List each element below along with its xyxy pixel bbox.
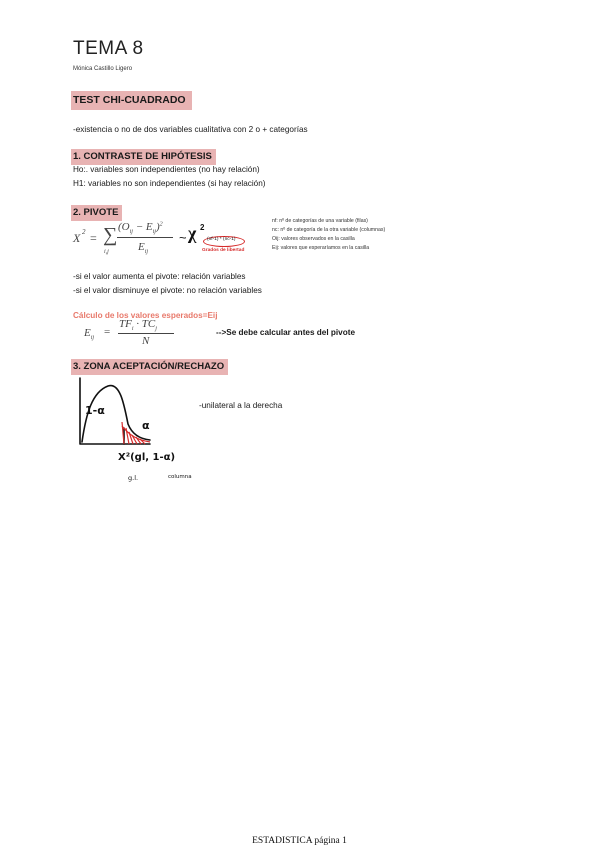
main-heading: TEST CHI-CUADRADO <box>71 91 192 110</box>
chi-sup: 2 <box>200 223 205 232</box>
formula-denominator: $E_{ij}$ <box>138 241 149 256</box>
pivot-formula <box>73 220 273 270</box>
chi-critical-label: X²(gl, 1-α) <box>118 452 176 463</box>
section-3-heading: 3. ZONA ACEPTACIÓN/RECHAZO <box>71 359 228 375</box>
formula-equals: = <box>90 231 97 245</box>
expected-formula <box>84 318 224 352</box>
legend-item: Eij: valores que esperaríamos en la casilla <box>272 245 370 251</box>
intro-text: -existencia o no de dos variables cualitativa con 2 o + categorías <box>73 125 308 134</box>
formula-lhs-sup: 2 <box>82 228 86 236</box>
hypothesis-h0: Ho:. variables son independientes (no hay relación) <box>73 165 260 174</box>
expected-lhs: $E_{ij}$ <box>84 327 95 342</box>
sum-index: i,j <box>104 249 109 255</box>
legend-item: nc: nº de categoría de la otra variable (columnas) <box>272 227 386 233</box>
page-title: TEMA 8 <box>73 38 144 59</box>
expected-denominator: N <box>142 335 150 347</box>
page-footer: ESTADISTICA página 1 <box>252 836 347 846</box>
expected-note: -->Se debe calcular antes del pivote <box>216 328 356 337</box>
expected-equals: = <box>104 326 111 338</box>
unilateral-note: -unilateral a la derecha <box>199 401 283 410</box>
legend-item: nf: nº de categorías de una variable (filas) <box>272 218 368 224</box>
expected-values-heading: Cálculo de los valores esperados=Eij <box>73 311 218 320</box>
legend-item: Oij: valores observados en la casilla <box>272 236 355 242</box>
pivot-legend <box>272 217 385 253</box>
formula-numerator: $(O_{ij} - E_{ij})^2$ <box>118 221 163 236</box>
note-increase: -si el valor aumenta el pivote: relación variables <box>73 272 246 281</box>
chi-square-sketch <box>72 374 202 494</box>
column-label: columna <box>168 474 192 480</box>
sum-symbol: ∑ <box>103 224 118 246</box>
section-2-heading: 2. PIVOTE <box>71 205 122 221</box>
section-1-heading: 1. CONTRASTE DE HIPÓTESIS <box>71 149 216 165</box>
approx-symbol: ~ <box>179 230 187 245</box>
formula-lhs: X <box>73 231 81 245</box>
df-label: Grados de libertad <box>202 248 245 253</box>
expected-fraction-bar <box>118 333 174 334</box>
df-expression: (nf-1) * (nc-1) <box>207 237 236 242</box>
chi-symbol: χ <box>188 223 197 243</box>
fraction-bar <box>117 237 173 238</box>
gl-label: g.l. <box>128 474 139 482</box>
region-label: 1-α <box>85 404 105 417</box>
tail-label: α <box>142 419 150 432</box>
author-name: Mónica Castillo Ligero <box>73 66 133 72</box>
note-decrease: -si el valor disminuye el pivote: no relación variables <box>73 286 262 295</box>
hypothesis-h1: H1: variables no son independientes (si hay relación) <box>73 179 266 188</box>
expected-numerator: $TF_i \cdot TC_j$ <box>119 318 157 333</box>
